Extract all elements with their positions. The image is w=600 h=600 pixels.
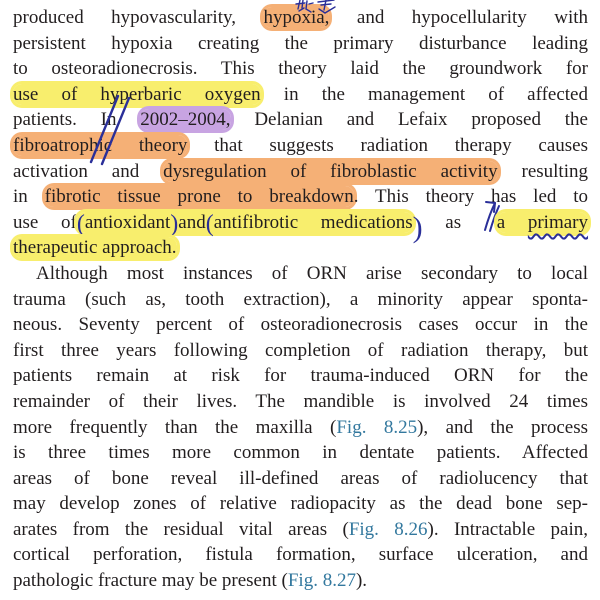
body-text: ). Intractable pain, [427,518,588,540]
text-line [13,184,588,210]
text-line [13,133,588,159]
text-line [13,159,588,185]
ink-paren: ( [76,210,85,237]
text-line [13,210,589,244]
body-text: a [496,211,528,233]
body-text: that suggests radiation therapy causes [187,134,588,156]
body-text: patients. In [13,109,141,131]
text-line [13,235,588,261]
body-text: as [422,211,484,233]
yellow-highlight [76,210,413,237]
text-line [13,568,588,594]
figure-link[interactable]: Fig. 8.27 [287,570,356,592]
body-text: first three years following completion of radiation therapy, but [13,339,588,361]
body-text: patients remain at risk for trauma-induced ORN for the [13,365,588,387]
body-text: arates from the residual vital areas ( [13,518,349,540]
body-text: Delanian and Lefaix proposed the [230,109,588,131]
orange-highlight: hypoxia, [263,7,330,28]
body-text: remainder of their lives. The mandible is involved 24 times [13,390,588,412]
body-text: ), and the process [417,416,588,438]
body-text: antifibrotic medications [213,211,413,233]
curved-arrow-ne-icon [484,218,497,231]
orange-highlight: fibrotic tissue prone to breakdown [44,186,354,208]
text-line [13,415,588,441]
body-text: . This theory has led to [353,186,589,208]
text-line [13,440,588,466]
text-line [13,338,588,364]
body-text: use of [13,211,77,233]
body-text: activation and [13,160,164,182]
body-text: Although most instances of ORN arise secondary to local [36,262,588,284]
text-line [13,5,588,31]
body-text: areas of bone reveal ill-defined areas of radiolucency that [13,467,588,489]
body-text: and hypocellularity with [329,7,589,28]
body-text: and [178,211,206,233]
purple-highlight: 2002–2004, [140,109,231,131]
text-line [13,107,588,133]
figure-link[interactable]: Fig. 8.25 [336,416,418,438]
body-text: cortical perforation, fistula formation, surface ulceration, and [13,544,588,566]
body-text: trauma (such as, tooth extraction), a minority appear sponta- [13,288,588,310]
text-line [13,287,588,313]
text-line [13,82,588,108]
body-text: persistent hypoxia creating the primary disturbance leading [13,32,588,54]
text-line [13,389,588,415]
text-line [13,56,588,82]
ink-paren: ( [205,210,214,237]
body-text: is three times more common in dentate patients. Affected [13,442,588,464]
figure-link[interactable]: Fig. 8.26 [348,518,428,540]
body-text: pathologic fracture may be present ( [13,570,288,592]
text-line [13,363,588,389]
yellow-highlight: use of hyperbaric oxygen [13,83,261,105]
body-text: in [13,186,45,208]
body-text: resulting [497,160,588,182]
orange-highlight: dysregulation of fibroblastic activity [163,160,498,182]
text-line [13,466,588,492]
text-line [13,312,588,338]
body-text: may develop zones of relative radiopacity as the dead bone sep- [13,493,588,515]
text-line [13,517,588,543]
ink-paren: ) [170,210,179,237]
body-text: ). [355,570,368,592]
body-text: in the management of affected [260,83,588,105]
yellow-highlight [497,212,588,233]
text-column [13,5,588,594]
text-line [13,542,588,568]
body-text: to osteoradionecrosis. This theory laid the groundwork for [13,58,588,80]
ink-paren: ) [412,210,423,244]
text-line [13,261,588,287]
body-text: antioxidant [84,211,171,233]
body-text: neous. Seventy percent of osteoradionecrosis cases occur in the [13,314,588,336]
wavy-underlined-word: primary [527,211,589,233]
text-line [13,491,588,517]
yellow-highlight: therapeutic approach. [13,237,177,259]
orange-highlight: fibroatrophic theory [13,134,188,156]
text-line [13,31,588,57]
body-text: more frequently than the maxilla ( [13,416,337,438]
body-text: produced hypovascularity, [13,7,264,28]
